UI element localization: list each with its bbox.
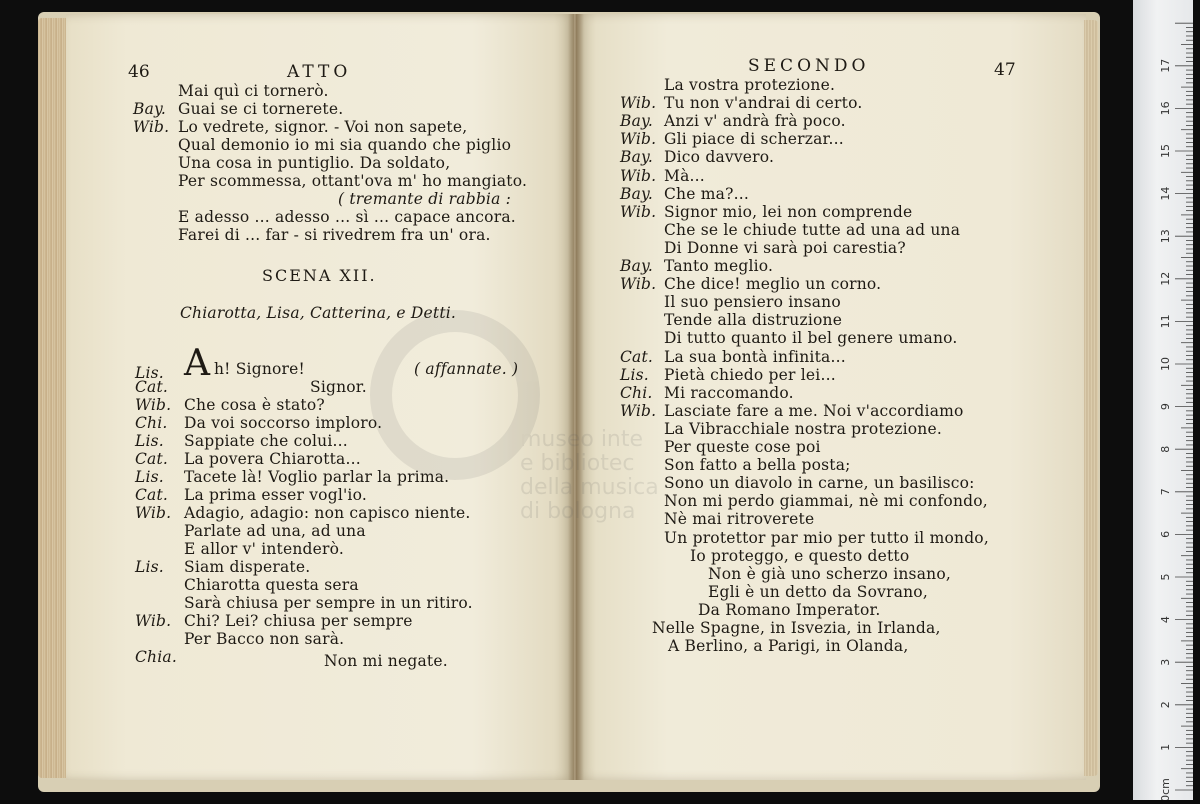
ruler-label: 17 <box>1159 58 1172 73</box>
speaker: Lis. <box>135 468 164 486</box>
text-line: Che dice! meglio un corno. <box>664 275 882 293</box>
text-line: Siam disperate. <box>184 558 311 576</box>
speaker: Chi. <box>135 414 168 432</box>
speaker: Lis. <box>135 364 164 382</box>
left-running-head: ATTO <box>287 62 352 82</box>
text-line: Egli è un detto da Sovrano, <box>708 583 928 601</box>
text-line: Qual demonio io mi sia quando che piglio <box>178 136 512 154</box>
speaker: Wib. <box>620 402 657 420</box>
ruler-label: 16 <box>1159 101 1172 116</box>
ruler-label: 8 <box>1159 445 1172 453</box>
text-line: Che se le chiude tutte ad una ad una <box>664 221 961 239</box>
speaker: Cat. <box>135 450 169 468</box>
speaker: Bay. <box>620 257 654 275</box>
ruler-label: 13 <box>1159 229 1172 244</box>
scene-title: SCENA XII. <box>262 266 377 285</box>
text-line: E adesso ... adesso ... sì ... capace ancora. <box>178 208 516 226</box>
text-line: Anzi v' andrà frà poco. <box>664 112 846 130</box>
speaker: Chi. <box>620 384 653 402</box>
speaker: Bay. <box>620 112 654 130</box>
measuring-ruler <box>1133 0 1193 800</box>
speaker: Wib. <box>620 275 657 293</box>
ruler-label: 14 <box>1159 186 1172 201</box>
text-line: Lo vedrete, signor. - Voi non sapete, <box>178 118 468 136</box>
speaker: Wib. <box>133 118 170 136</box>
text-line: Sarà chiusa per sempre in un ritiro. <box>184 594 473 612</box>
text-line: Io proteggo, e questo detto <box>690 547 910 565</box>
ruler-label: 4 <box>1159 616 1172 624</box>
speaker: Wib. <box>135 612 172 630</box>
text-line: Tende alla distruzione <box>664 311 843 329</box>
text-line: A Berlino, a Parigi, in Olanda, <box>668 637 909 655</box>
speaker: Lis. <box>620 366 649 384</box>
stage-direction: ( tremante di rabbia : <box>338 190 512 208</box>
speaker: Wib. <box>620 130 657 148</box>
right-page-edges <box>1084 20 1098 776</box>
text-line: Sappiate che colui... <box>184 432 348 450</box>
text-line: Di tutto quanto il bel genere umano. <box>664 329 958 347</box>
text-line: La sua bontà infinita... <box>664 348 846 366</box>
text-line: h! Signore! <box>214 360 305 378</box>
text-line: Signor mio, lei non comprende <box>664 203 913 221</box>
text-line: Che ma?... <box>664 185 749 203</box>
ruler-label: 0cm <box>1159 778 1172 800</box>
text-line: Una cosa in puntiglio. Da soldato, <box>178 154 451 172</box>
speaker: Lis. <box>135 432 164 450</box>
text-line: Adagio, adagio: non capisco niente. <box>184 504 471 522</box>
ruler-label: 12 <box>1159 271 1172 286</box>
speaker: Wib. <box>620 94 657 112</box>
speaker: Bay. <box>620 148 654 166</box>
right-page-number: 47 <box>994 60 1016 80</box>
ruler-label: 7 <box>1159 488 1172 496</box>
text-line: La prima esser vogl'io. <box>184 486 367 504</box>
ruler-label: 1 <box>1159 743 1172 751</box>
text-line: Mi raccomando. <box>664 384 794 402</box>
text-line: Lasciate fare a me. Noi v'accordiamo <box>664 402 964 420</box>
text-line: E allor v' intenderò. <box>184 540 345 558</box>
speaker: Cat. <box>135 486 169 504</box>
text-line: Nè mai ritroverete <box>664 510 815 528</box>
speaker: Wib. <box>620 167 657 185</box>
text-line: Guai se ci tornerete. <box>178 100 344 118</box>
text-line: Mà... <box>664 167 705 185</box>
left-page-number: 46 <box>128 62 150 82</box>
text-line: Tacete là! Voglio parlar la prima. <box>184 468 450 486</box>
drop-cap: A <box>184 343 210 384</box>
ruler-label: 6 <box>1159 530 1172 538</box>
speaker: Wib. <box>620 203 657 221</box>
text-line: Il suo pensiero insano <box>664 293 841 311</box>
text-line: Un protettor par mio per tutto il mondo, <box>664 529 989 547</box>
text-line: Dico davvero. <box>664 148 775 166</box>
right-running-head: SECONDO <box>748 56 870 76</box>
ruler-label: 2 <box>1159 701 1172 709</box>
ruler-label: 5 <box>1159 573 1172 581</box>
ruler-ticks <box>1133 0 1193 800</box>
ruler-label: 10 <box>1159 357 1172 371</box>
text-line: La povera Chiarotta... <box>184 450 361 468</box>
speaker: Chia. <box>135 648 177 666</box>
text-line: Mai quì ci tornerò. <box>178 82 329 100</box>
stage-direction: ( affannate. ) <box>414 360 519 378</box>
speaker: Lis. <box>135 558 164 576</box>
ruler-label: 11 <box>1159 314 1172 329</box>
text-line: La vostra protezione. <box>664 76 836 94</box>
speaker: Bay. <box>620 185 654 203</box>
text-line: Farei di ... far - si rivedrem fra un' ora. <box>178 226 491 244</box>
text-line: Non mi perdo giammai, nè mi confondo, <box>664 492 988 510</box>
text-line: Chiarotta questa sera <box>184 576 359 594</box>
book-gutter <box>568 14 584 780</box>
text-line: Per queste cose poi <box>664 438 821 456</box>
speaker: Wib. <box>135 504 172 522</box>
ruler-label: 9 <box>1159 403 1172 411</box>
text-line: Per Bacco non sarà. <box>184 630 345 648</box>
text-line <box>133 100 166 118</box>
text-line: Signor. <box>310 378 367 396</box>
text-line: Di Donne vi sarà poi carestia? <box>664 239 906 257</box>
text-line: Nelle Spagne, in Isvezia, in Irlanda, <box>652 619 941 637</box>
text-line: Sono un diavolo in carne, un basilisco: <box>664 474 975 492</box>
text-line: Da voi soccorso imploro. <box>184 414 383 432</box>
text-line: Chi? Lei? chiusa per sempre <box>184 612 413 630</box>
text-line: Parlate ad una, ad una <box>184 522 366 540</box>
speaker: Wib. <box>135 396 172 414</box>
text-line: Gli piace di scherzar... <box>664 130 844 148</box>
text-line: Da Romano Imperator. <box>698 601 881 619</box>
text-line: Non è già uno scherzo insano, <box>708 565 951 583</box>
scene-characters: Chiarotta, Lisa, Catterina, e Detti. <box>180 304 457 322</box>
speaker: Cat. <box>135 378 169 396</box>
text-line: Per scommessa, ottant'ova m' ho mangiato. <box>178 172 528 190</box>
text-line: Che cosa è stato? <box>184 396 325 414</box>
text-line: Son fatto a bella posta; <box>664 456 851 474</box>
text-line: Tanto meglio. <box>664 257 774 275</box>
text-line: Non mi negate. <box>324 652 448 670</box>
text-line: Tu non v'andrai di certo. <box>664 94 863 112</box>
speaker: Bay. <box>133 100 167 118</box>
ruler-label: 15 <box>1159 144 1172 158</box>
speaker: Cat. <box>620 348 654 366</box>
ruler-label: 3 <box>1159 658 1172 666</box>
text-line: La Vibracchiale nostra protezione. <box>664 420 942 438</box>
text-line: Pietà chiedo per lei... <box>664 366 836 384</box>
